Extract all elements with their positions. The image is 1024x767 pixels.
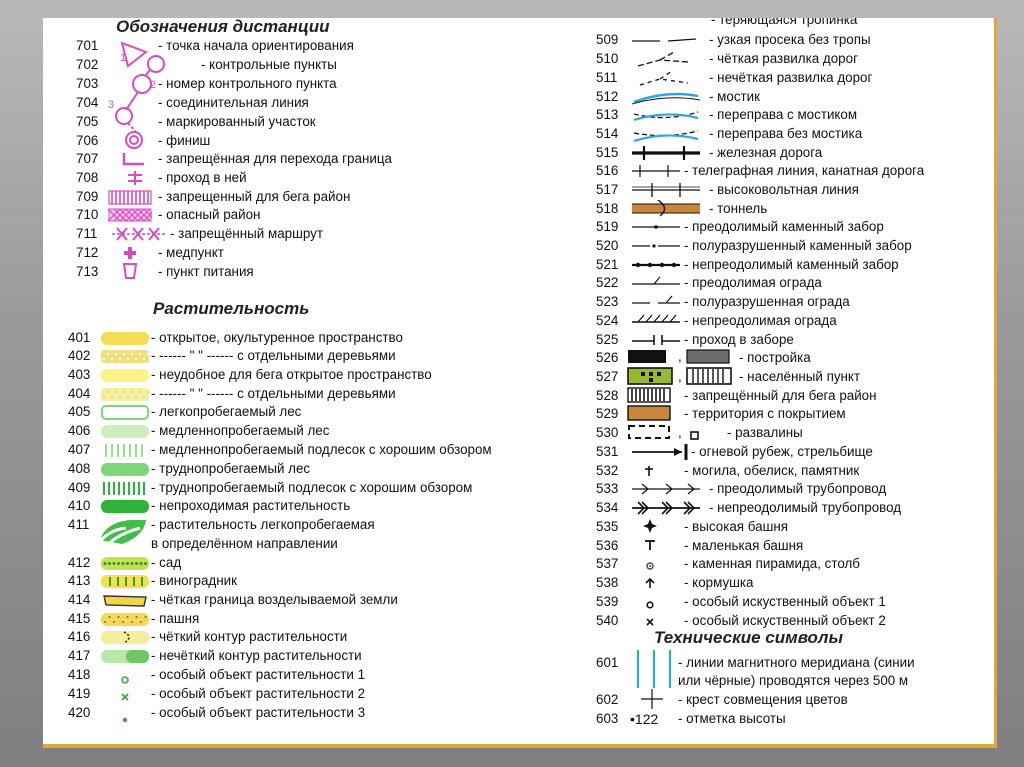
control-number-3: 3 — [108, 99, 115, 111]
vegetation-label: - особый объект растительности 1 — [151, 667, 366, 682]
settlement-olive-swatch — [627, 367, 673, 385]
man-made-label: - высоковольтная линия — [709, 182, 859, 197]
man-made-code: 524 — [596, 313, 619, 328]
man-made-code: 518 — [596, 201, 619, 216]
technical-label-line2: или чёрные) проводятся через 500 м — [678, 673, 909, 688]
man-made-label: - высокая башня — [684, 519, 788, 534]
control-number-2: 2 — [150, 79, 157, 91]
distance-code: 708 — [76, 170, 99, 185]
magnetic-north-lines-icon — [630, 648, 678, 690]
distance-code: 703 — [76, 76, 99, 91]
man-made-code: 511 — [596, 70, 618, 85]
man-made-label: - непреодолимый каменный забор — [684, 257, 899, 272]
man-made-label: - особый искуственный объект 2 — [684, 613, 886, 628]
vegetation-403-swatch — [100, 368, 150, 383]
distance-code: 705 — [76, 114, 99, 129]
man-made-code: 521 — [596, 257, 619, 272]
man-made-label: - преодолимый каменный забор — [684, 219, 884, 234]
distance-label: - опасный район — [158, 207, 261, 222]
man-made-510-symbol — [630, 50, 702, 68]
man-made-code: 540 — [596, 613, 619, 628]
vegetation-409-swatch — [100, 481, 150, 496]
first-aid-cross-icon — [123, 246, 137, 260]
man-made-code: 529 — [596, 406, 619, 421]
man-made-code: 520 — [596, 238, 619, 253]
cairn-icon — [645, 558, 655, 568]
vegetation-code: 403 — [68, 367, 91, 382]
man-made-code: 523 — [596, 294, 619, 309]
man-made-label: - преодолимый трубопровод — [709, 481, 887, 496]
building-grey-swatch — [686, 349, 730, 364]
man-made-label: - преодолимая ограда — [684, 275, 822, 290]
firing-range-symbol — [630, 443, 692, 461]
vegetation-code: 420 — [68, 705, 91, 720]
vegetation-code: 408 — [68, 461, 91, 476]
high-tower-icon — [642, 518, 658, 534]
vegetation-label: - особый объект растительности 2 — [151, 686, 366, 701]
man-made-code: 527 — [596, 369, 619, 384]
man-made-label: - запрещённый для бега район — [684, 388, 877, 403]
forbidden-area-hatch-icon — [108, 190, 152, 205]
distance-code: 712 — [76, 245, 99, 260]
feeding-place-icon — [644, 576, 656, 588]
spot-height-mark: •122 — [630, 711, 659, 727]
vegetation-code: 402 — [68, 348, 91, 363]
man-made-534-symbol — [630, 499, 702, 517]
man-made-517-symbol — [630, 181, 702, 199]
vegetation-401-swatch — [100, 331, 150, 346]
distance-label: - маркированный участок — [158, 114, 316, 129]
vegetation-label: - виноградник — [151, 573, 237, 588]
ruins-dashed-outline — [627, 424, 671, 440]
man-made-code: 517 — [596, 182, 619, 197]
vegetation-code: 404 — [68, 386, 91, 401]
man-made-code: 510 — [596, 51, 619, 66]
distance-label: - контрольные пункты — [201, 57, 337, 72]
distance-label: - пункт питания — [158, 264, 254, 279]
vegetation-405-swatch — [100, 405, 150, 420]
vegetation-407-swatch — [100, 443, 150, 458]
comma-separator: , — [678, 425, 682, 440]
distance-code: 709 — [76, 189, 99, 204]
vegetation-406-swatch — [100, 424, 150, 439]
ruins-small-square — [690, 428, 700, 438]
man-made-518-symbol — [630, 200, 702, 218]
technical-label: - отметка высоты — [678, 711, 786, 726]
man-made-label: - населённый пункт — [739, 369, 861, 384]
technical-label: - крест совмещения цветов — [678, 692, 848, 707]
vegetation-code: 401 — [68, 330, 91, 345]
distance-label: - запрещённая для перехода граница — [158, 151, 392, 166]
man-made-label: - могила, обелиск, памятник — [684, 463, 860, 478]
distance-code: 711 — [76, 226, 98, 241]
man-made-524-symbol — [630, 312, 682, 330]
distance-code: 713 — [76, 264, 99, 279]
vegetation-419-mark — [120, 689, 130, 699]
vegetation-code: 413 — [68, 573, 91, 588]
vegetation-code: 414 — [68, 592, 91, 607]
vegetation-code: 419 — [68, 686, 91, 701]
vegetation-code: 406 — [68, 423, 91, 438]
special-object-1-icon — [646, 596, 654, 604]
vegetation-label: - нечёткий контур растительности — [151, 648, 362, 663]
man-made-label: - переправа без мостика — [709, 126, 863, 141]
technical-code: 601 — [596, 655, 619, 670]
registration-cross-icon — [640, 688, 664, 710]
building-black-swatch — [627, 349, 667, 364]
distance-code: 710 — [76, 207, 99, 222]
man-made-code: 519 — [596, 219, 619, 234]
comma-separator: , — [678, 349, 682, 364]
finish-circle-icon — [124, 130, 144, 150]
man-made-520-symbol — [630, 237, 682, 255]
vegetation-402-swatch — [100, 349, 150, 364]
man-made-code: 535 — [596, 519, 619, 534]
vegetation-code: 418 — [68, 667, 91, 682]
vegetation-code: 409 — [68, 480, 91, 495]
man-made-label: - полуразрушенный каменный забор — [684, 238, 912, 253]
man-made-code: 509 — [596, 32, 619, 47]
vegetation-410-swatch — [100, 499, 150, 514]
vegetation-label: - медленнопробегаемый подлесок с хорошим обзором — [151, 442, 492, 457]
vegetation-code: 416 — [68, 629, 91, 644]
vegetation-label: - медленнопробегаемый лес — [151, 423, 330, 438]
heading-vegetation: Растительность — [153, 299, 310, 318]
vegetation-label: - чёткий контур растительности — [151, 629, 348, 644]
settlement-hatch-swatch — [686, 367, 732, 385]
man-made-code: 516 — [596, 163, 619, 178]
vegetation-label: - ------ " " ------ с отдельными деревьями — [151, 348, 396, 363]
vegetation-414-swatch — [100, 593, 150, 608]
man-made-code: 532 — [596, 463, 619, 478]
vegetation-code: 415 — [68, 611, 91, 626]
man-made-label: - железная дорога — [709, 145, 823, 160]
vegetation-411-swatch — [96, 516, 150, 548]
man-made-label: - нечёткая развилка дорог — [709, 70, 873, 85]
technical-code: 602 — [596, 692, 619, 707]
refreshment-cup-icon — [122, 262, 138, 280]
vegetation-420-mark — [122, 710, 128, 716]
man-made-label: - узкая просека без тропы — [709, 32, 871, 47]
paved-area-swatch — [627, 405, 671, 421]
man-made-533-symbol — [630, 480, 702, 498]
man-made-code: 528 — [596, 388, 619, 403]
vegetation-411-label-line2: в определённом направлении — [151, 536, 338, 551]
man-made-label: - чёткая развилка дорог — [709, 51, 858, 66]
man-made-516-symbol — [630, 162, 682, 180]
comma-separator: , — [678, 369, 682, 384]
distance-label: - финиш — [158, 133, 211, 148]
technical-label: - линии магнитного меридиана (синии — [678, 655, 915, 670]
forbidden-route-icon — [110, 226, 168, 242]
forbidden-area-black-hatch — [627, 387, 671, 403]
vegetation-label: - чёткая граница возделываемой земли — [151, 592, 398, 607]
vegetation-415-swatch — [100, 612, 150, 627]
vegetation-code: 405 — [68, 404, 91, 419]
vegetation-label: - растительность легкопробегаемая — [151, 517, 375, 532]
man-made-label: - полуразрушенная ограда — [684, 294, 850, 309]
man-made-519-symbol — [630, 218, 682, 236]
vegetation-label: - сад — [151, 555, 182, 570]
man-made-509-symbol — [630, 31, 702, 49]
man-made-label: - особый искуственный объект 1 — [684, 594, 886, 609]
man-made-label: - теряющаяся тропинка — [711, 18, 858, 27]
man-made-code: 531 — [596, 444, 619, 459]
man-made-label: - каменная пирамида, столб — [684, 556, 860, 571]
man-made-label: - кормушка — [684, 575, 754, 590]
man-made-511-symbol — [630, 69, 702, 87]
vegetation-label: - пашня — [151, 611, 200, 626]
distance-label: - соединительная линия — [158, 95, 309, 110]
man-made-label: - огневой рубеж, стрельбище — [691, 444, 873, 459]
heading-distance: Обозначения дистанции — [116, 18, 330, 36]
man-made-label: - территория с покрытием — [684, 406, 846, 421]
vegetation-code: 411 — [68, 517, 90, 532]
man-made-label: - переправа с мостиком — [709, 107, 858, 122]
distance-label: - проход в ней — [158, 170, 247, 185]
distance-code: 704 — [76, 95, 99, 110]
distance-label: - запрещённый маршрут — [170, 226, 323, 241]
man-made-label: - развалины — [727, 425, 803, 440]
man-made-code: 534 — [596, 500, 619, 515]
distance-code: 702 — [76, 57, 99, 72]
man-made-label: - непреодолимая ограда — [684, 313, 837, 328]
vegetation-label: - ------ " " ------ с отдельными деревьями — [151, 386, 396, 401]
passage-icon — [126, 170, 144, 186]
man-made-label: - тоннель — [709, 201, 768, 216]
special-object-2-icon — [645, 614, 655, 624]
man-made-522-symbol — [630, 274, 682, 292]
distance-code: 707 — [76, 151, 99, 166]
man-made-code: 533 — [596, 481, 619, 496]
vegetation-label: - непроходимая растительность — [151, 498, 351, 513]
man-made-label: - телеграфная линия, канатная дорога — [684, 163, 925, 178]
distance-label: - медпункт — [158, 245, 224, 260]
man-made-code: 512 — [596, 89, 619, 104]
man-made-code: 522 — [596, 275, 619, 290]
distance-label: - номер контрольного пункта — [158, 76, 337, 91]
man-made-code: 536 — [596, 538, 619, 553]
distance-code: 706 — [76, 133, 99, 148]
man-made-515-symbol — [630, 144, 702, 162]
man-made-513-symbol — [630, 106, 702, 124]
man-made-label: - маленькая башня — [684, 538, 804, 553]
vegetation-label: - неудобное для бега открытое пространство — [151, 367, 432, 382]
man-made-label: - постройка — [739, 350, 811, 365]
man-made-code: 526 — [596, 350, 619, 365]
distance-label: - запрещенный для бега район — [158, 189, 351, 204]
distance-code: 701 — [76, 38, 99, 53]
vegetation-label: - труднопробегаемый подлесок с хорошим обзором — [151, 480, 473, 495]
vegetation-code: 410 — [68, 498, 91, 513]
man-made-label: - мостик — [709, 89, 760, 104]
heading-technical: Технические символы — [654, 628, 844, 647]
man-made-code: 525 — [596, 332, 619, 347]
vegetation-label: - легкопробегаемый лес — [151, 404, 302, 419]
man-made-label: - проход в заборе — [684, 332, 794, 347]
vegetation-412-swatch — [100, 556, 150, 571]
forbidden-boundary-icon — [118, 150, 148, 170]
man-made-525-symbol — [630, 331, 682, 349]
grave-cross-icon — [644, 464, 654, 476]
vegetation-408-swatch — [100, 462, 150, 477]
man-made-code: 539 — [596, 594, 619, 609]
man-made-523-symbol — [630, 293, 682, 311]
man-made-508-symbol — [630, 18, 702, 29]
vegetation-416-swatch — [100, 630, 150, 645]
man-made-514-symbol — [630, 125, 702, 143]
danger-area-crosshatch-icon — [108, 208, 152, 222]
man-made-code: 538 — [596, 575, 619, 590]
vegetation-418-mark — [121, 671, 129, 679]
man-made-code: 515 — [596, 145, 619, 160]
man-made-code: 513 — [596, 107, 619, 122]
man-made-label: - непреодолимый трубопровод — [709, 500, 902, 515]
man-made-512-symbol — [630, 88, 702, 106]
small-tower-icon — [644, 538, 656, 550]
man-made-code: 514 — [596, 126, 619, 141]
vegetation-404-swatch — [100, 387, 150, 402]
technical-code: 603 — [596, 711, 619, 726]
control-number-1: 1 — [120, 52, 127, 64]
vegetation-label: - открытое, окультуренное пространство — [151, 330, 403, 345]
vegetation-413-swatch — [100, 574, 150, 589]
vegetation-label: - особый объект растительности 3 — [151, 705, 366, 720]
man-made-521-symbol — [630, 256, 682, 274]
legend-sheet — [43, 18, 997, 748]
vegetation-417-swatch — [100, 649, 150, 664]
man-made-code: 530 — [596, 425, 619, 440]
vegetation-code: 412 — [68, 555, 91, 570]
distance-label: - точка начала ориентирования — [158, 38, 354, 53]
vegetation-code: 417 — [68, 648, 91, 663]
vegetation-label: - труднопробегаемый лес — [151, 461, 311, 476]
man-made-code: 537 — [596, 556, 619, 571]
vegetation-code: 407 — [68, 442, 91, 457]
